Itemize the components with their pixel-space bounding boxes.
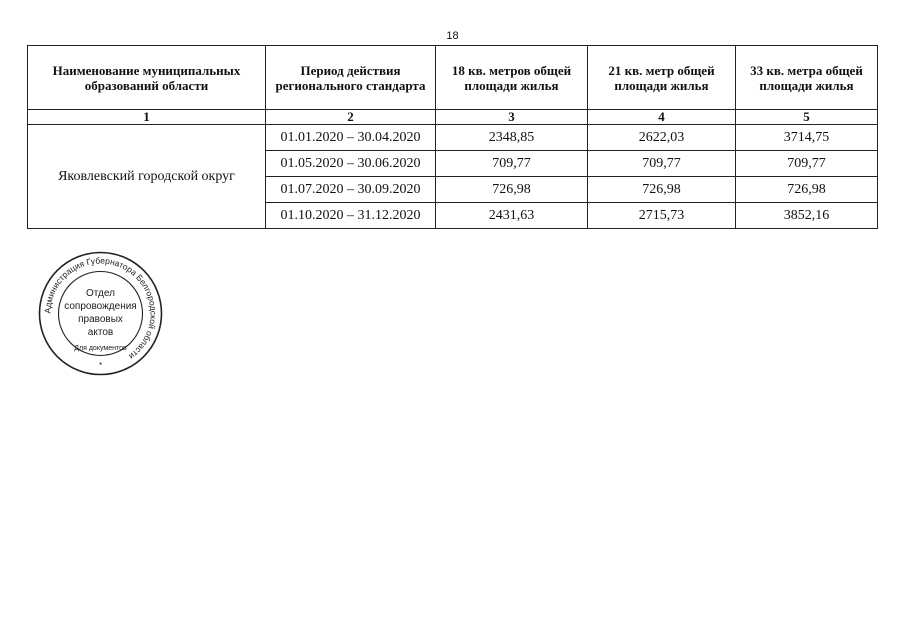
stamp-star-icon: * bbox=[98, 361, 103, 370]
header-21sqm: 21 кв. метр общей площади жилья bbox=[588, 46, 736, 110]
table-row bbox=[28, 125, 878, 151]
stamp-bottom-text: Для документов bbox=[74, 345, 127, 352]
page-number: 18 bbox=[446, 30, 459, 42]
column-number: 5 bbox=[736, 110, 878, 125]
stamp-ring-textpath: Администрация Губернатора Белгородской области bbox=[42, 255, 159, 362]
stamp-line-1: Отдел bbox=[86, 288, 115, 299]
stamp-seal bbox=[37, 250, 164, 377]
standards-table bbox=[27, 45, 878, 229]
period-cell: 01.10.2020 – 31.12.2020 bbox=[266, 203, 436, 229]
value-18-cell: 2348,85 bbox=[436, 125, 588, 151]
header-33sqm: 33 кв. метра общей площади жилья bbox=[736, 46, 878, 110]
value-18-cell: 726,98 bbox=[436, 177, 588, 203]
value-33-cell: 3714,75 bbox=[736, 125, 878, 151]
column-number: 3 bbox=[436, 110, 588, 125]
header-period: Период действия регионального стандарта bbox=[266, 46, 436, 110]
table-header-row bbox=[28, 46, 878, 110]
value-21-cell: 709,77 bbox=[588, 151, 736, 177]
value-18-cell: 2431,63 bbox=[436, 203, 588, 229]
stamp-line-2: сопровождения bbox=[64, 301, 137, 312]
header-municipality: Наименование муниципальных образований области bbox=[28, 46, 266, 110]
period-cell: 01.07.2020 – 30.09.2020 bbox=[266, 177, 436, 203]
column-number-row bbox=[28, 110, 878, 125]
value-21-cell: 2715,73 bbox=[588, 203, 736, 229]
value-33-cell: 3852,16 bbox=[736, 203, 878, 229]
stamp-line-3: правовых bbox=[78, 314, 123, 325]
value-18-cell: 709,77 bbox=[436, 151, 588, 177]
official-stamp bbox=[37, 250, 164, 377]
municipality-cell: Яковлевский городской округ bbox=[28, 125, 266, 229]
column-number: 2 bbox=[266, 110, 436, 125]
value-21-cell: 2622,03 bbox=[588, 125, 736, 151]
value-21-cell: 726,98 bbox=[588, 177, 736, 203]
value-33-cell: 726,98 bbox=[736, 177, 878, 203]
value-33-cell: 709,77 bbox=[736, 151, 878, 177]
period-cell: 01.05.2020 – 30.06.2020 bbox=[266, 151, 436, 177]
column-number: 4 bbox=[588, 110, 736, 125]
stamp-line-4: актов bbox=[87, 327, 114, 338]
period-cell: 01.01.2020 – 30.04.2020 bbox=[266, 125, 436, 151]
column-number: 1 bbox=[28, 110, 266, 125]
header-18sqm: 18 кв. метров общей площади жилья bbox=[436, 46, 588, 110]
